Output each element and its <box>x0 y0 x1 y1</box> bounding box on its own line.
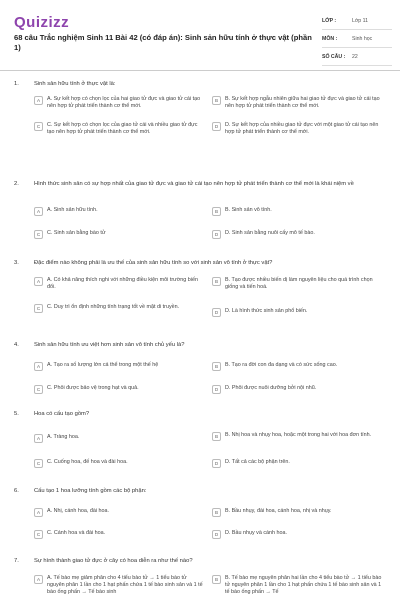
meta-row-class <box>322 12 392 30</box>
option-c[interactable] <box>34 122 204 136</box>
meta-key: MÔN : <box>322 35 338 42</box>
option-text: A. Sự kết hợp có chọn lọc của hai giao tử đực và giao tử cái tạo nên hợp tử phát triển thành cơ thể mới. <box>47 96 201 109</box>
option-c[interactable] <box>34 459 204 468</box>
option-text: D. Sinh sản bằng nuôi cấy mô tế bào. <box>225 230 315 236</box>
option-text: A. Nhị, cánh hoa, đài hoa. <box>47 508 110 514</box>
question-number: 6. <box>14 488 19 494</box>
question-text: Sinh sản hữu tính ở thực vật là: <box>34 81 116 87</box>
option-a[interactable] <box>34 207 204 216</box>
question-number: 1. <box>14 81 19 87</box>
question-number: 3. <box>14 260 19 266</box>
option-text: B. Tạo được nhiều biến dị làm nguyên liệu cho quá trình chọn giống và tiến hoá. <box>225 277 373 290</box>
option-c[interactable] <box>34 230 204 239</box>
option-letter-box: A <box>34 508 43 517</box>
question-text: Sinh sản hữu tính ưu việt hơn sinh sản vô tính chủ yếu là? <box>34 342 185 348</box>
option-letter-box: D <box>212 530 221 539</box>
option-text: A. Sinh sản hữu tính. <box>47 207 98 213</box>
meta-value: Sinh học <box>352 35 373 42</box>
option-text: B. Sinh sản vô tính. <box>225 207 272 213</box>
meta-box <box>322 12 392 66</box>
option-d[interactable] <box>212 122 382 136</box>
option-text: D. Bầu nhụy và cánh hoa. <box>225 530 288 536</box>
option-text: C. Sinh sản bằng bào tử <box>47 230 106 236</box>
option-letter-box: B <box>212 362 221 371</box>
question-7 <box>14 557 386 595</box>
option-letter-box: D <box>212 122 221 131</box>
option-letter-box: A <box>34 362 43 371</box>
option-d[interactable] <box>212 308 382 317</box>
option-c[interactable] <box>34 385 204 394</box>
option-b[interactable] <box>212 362 382 371</box>
question-number: 5. <box>14 411 19 417</box>
header-divider <box>0 70 400 71</box>
question-text: Hình thức sinh sản có sự hợp nhất của giao tử đực và giao tử cái tạo nên hợp tử phát triển thành cơ thể mới là khái niệm về <box>34 181 354 187</box>
option-a[interactable] <box>34 575 204 596</box>
option-b[interactable] <box>212 575 382 596</box>
option-text: D. Tất cả các bộ phận trên. <box>225 459 290 465</box>
question-6 <box>14 487 386 537</box>
option-letter-box: D <box>212 459 221 468</box>
option-text: A. Tế bào mẹ giảm phân cho 4 tiểu bào tử → 1 tiểu bào tử nguyên phân 1 lần cho 1 hạt phấn chứa 1 tế bào sinh sản và 1 tế bào ống phấn → Tế bào sinh <box>47 575 203 595</box>
option-d[interactable] <box>212 385 382 394</box>
option-text: B. Sự kết hợp ngẫu nhiên giữa hai giao tử đực và giao tử cái tạo nên hợp tử phát triển thành cơ thể mới. <box>225 96 380 109</box>
option-text: D. Phôi được nuôi dưỡng bởi nội nhũ. <box>225 385 317 391</box>
option-a[interactable] <box>34 96 204 110</box>
option-text: B. Nhị hoa và nhụy hoa, hoặc một trong hai với hoa đơn tính. <box>225 432 372 438</box>
quizizz-logo: Quizizz <box>14 14 70 31</box>
option-text: A. Tạo ra số lượng lớn cá thể trong một thế hệ <box>47 362 159 368</box>
question-number: 2. <box>14 181 19 187</box>
meta-row-subject <box>322 30 392 48</box>
meta-key: LỚP : <box>322 17 337 24</box>
option-b[interactable] <box>212 96 382 110</box>
question-text: Sự hình thành giao tử đực ở cây có hoa diễn ra như thế nào? <box>34 558 193 564</box>
option-text: C. Cánh hoa và đài hoa. <box>47 530 106 536</box>
option-text: C. Sự kết hợp có chọn lọc của giao tử cái và nhiều giao tử đực tạo nên hợp tử phát triển thành cơ thể mới. <box>47 122 198 135</box>
option-letter-box: D <box>212 230 221 239</box>
option-letter-box: B <box>212 508 221 517</box>
option-a[interactable] <box>34 362 204 371</box>
option-letter-box: A <box>34 207 43 216</box>
option-letter-box: C <box>34 530 43 539</box>
option-letter-box: B <box>212 277 221 286</box>
option-text: A. Có khả năng thích nghi với những điều kiện môi trường biến đổi. <box>47 277 198 290</box>
option-letter-box: D <box>212 385 221 394</box>
option-text: C. Duy trì ổn định những tính trạng tốt về mặt di truyền. <box>47 304 180 310</box>
option-text: D. Sự kết hợp của nhiều giao tử đực với một giao tử cái tạo nên hợp tử phát triển thành cơ thể mới. <box>225 122 379 135</box>
option-letter-box: A <box>34 575 43 584</box>
question-text: Đặc điểm nào không phải là ưu thế của sinh sản hữu tính so với sinh sản vô tính ở thực vật? <box>34 260 273 266</box>
option-text: B. Tế bào mẹ nguyên phân hai lần cho 4 tiểu bào tử → 1 tiểu bào tử nguyên phân 1 lần cho 1 hạt phấn chứa 1 tế bào sinh sản và 1 tế bào ống phấn → Tế <box>225 575 382 595</box>
option-letter-box: C <box>34 304 43 313</box>
meta-row-count <box>322 48 392 66</box>
option-letter-box: A <box>34 434 43 443</box>
option-letter-box: B <box>212 432 221 441</box>
option-letter-box: D <box>212 308 221 317</box>
option-letter-box: B <box>212 575 221 584</box>
option-text: B. Tạo ra đời con đa dạng và có sức sống cao. <box>225 362 338 368</box>
option-c[interactable] <box>34 530 204 539</box>
worksheet-header <box>0 0 400 66</box>
option-text: B. Bầu nhụy, đài hoa, cánh hoa, nhị và nhụy. <box>225 508 332 514</box>
option-b[interactable] <box>212 508 382 517</box>
question-2 <box>14 180 386 237</box>
question-3 <box>14 259 386 315</box>
option-a[interactable] <box>34 277 204 291</box>
question-1 <box>14 80 386 135</box>
option-text: C. Phôi được bảo vệ trong hạt và quả. <box>47 385 139 391</box>
option-text: A. Tràng hoa. <box>47 434 80 440</box>
option-letter-box: C <box>34 459 43 468</box>
question-text: Cấu tạo 1 hoa lưỡng tính gồm các bộ phận: <box>34 488 147 494</box>
question-text: Hoa có cấu tạo gồm? <box>34 411 90 417</box>
question-5 <box>14 410 386 466</box>
worksheet-title: 68 câu Trắc nghiệm Sinh 11 Bài 42 (có đáp án): Sinh sản hữu tính ở thực vật (phần 1) <box>14 33 312 52</box>
option-letter-box: C <box>34 122 43 131</box>
option-b[interactable] <box>212 432 382 441</box>
option-text: C. Cuống hoa, đế hoa và đài hoa. <box>47 459 128 465</box>
option-letter-box: C <box>34 385 43 394</box>
meta-key: SỐ CÂU : <box>322 53 346 60</box>
meta-value: 22 <box>352 53 358 60</box>
option-letter-box: C <box>34 230 43 239</box>
option-b[interactable] <box>212 277 382 291</box>
meta-value: Lớp 11 <box>352 17 368 24</box>
question-number: 7. <box>14 558 19 564</box>
option-b[interactable] <box>212 207 382 216</box>
option-letter-box: A <box>34 277 43 286</box>
question-number: 4. <box>14 342 19 348</box>
option-d[interactable] <box>212 459 382 468</box>
option-d[interactable] <box>212 230 382 239</box>
option-text: D. Là hình thức sinh sản phổ biến. <box>225 308 308 314</box>
option-letter-box: B <box>212 96 221 105</box>
option-letter-box: A <box>34 96 43 105</box>
option-a[interactable] <box>34 434 204 443</box>
option-a[interactable] <box>34 508 204 517</box>
option-c[interactable] <box>34 304 204 313</box>
option-letter-box: B <box>212 207 221 216</box>
option-d[interactable] <box>212 530 382 539</box>
question-4 <box>14 341 386 392</box>
